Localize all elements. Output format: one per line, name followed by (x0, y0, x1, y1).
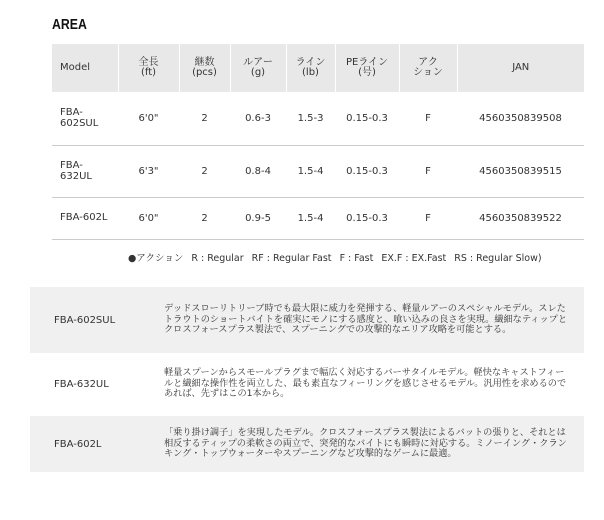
header-length-top: 全長 (138, 56, 159, 68)
cell-line: 1.5-4 (286, 198, 335, 240)
cell-pieces: 2 (179, 146, 230, 198)
cell-pieces: 2 (179, 198, 230, 240)
description-model: FBA-602L (54, 438, 102, 450)
header-length-unit: (ft) (140, 67, 157, 78)
cell-jan: 4560350839522 (457, 198, 584, 240)
header-length (118, 44, 179, 92)
cell-action: F (399, 146, 457, 198)
header-action (399, 44, 457, 92)
action-legend (128, 250, 547, 264)
legend-regular-slow: RS : Regular Slow) (454, 253, 542, 264)
cell-model (52, 146, 118, 198)
legend-regular: R : Regular (191, 253, 244, 264)
cell-action: F (399, 92, 457, 146)
description-text: デッドスローリトリーブ時でも最大限に威力を発揮する、軽量ルアーのスペシャルモデル。スレたトラウトのショートバイトを確実にモノにする感度と、喰い込みの良さを実現。繊細なティップとクロスフォースプラス製法で、スプーニングでの攻撃的なエリア攻略を可能とする。 (164, 303, 568, 336)
header-jan: JAN (457, 44, 584, 92)
cell-length: 6'0" (118, 198, 179, 240)
header-pe-line-unit: (号) (358, 67, 376, 78)
header-pieces-unit: (pcs) (192, 67, 217, 78)
cell-length: 6'0" (118, 92, 179, 146)
header-lure-unit: (g) (250, 67, 266, 78)
spec-table-header (52, 44, 584, 92)
cell-pe-line: 0.15-0.3 (335, 198, 399, 240)
cell-model-line2: 632UL (60, 170, 92, 182)
header-line-top: ライン (295, 56, 326, 68)
description-row (30, 416, 584, 472)
spec-table (52, 44, 584, 240)
cell-model-line2: 602SUL (60, 117, 99, 129)
header-model: Model (52, 44, 118, 92)
cell-length: 6'3" (118, 146, 179, 198)
cell-lure: 0.6-3 (230, 92, 286, 146)
table-row (52, 92, 584, 146)
description-model: FBA-602SUL (54, 314, 116, 326)
cell-lure: 0.9-5 (230, 198, 286, 240)
header-pe-line (335, 44, 399, 92)
legend-ex-fast: EX.F : EX.Fast (381, 253, 447, 264)
description-row (30, 287, 584, 353)
cell-lure: 0.8-4 (230, 146, 286, 198)
header-pe-line-top: PEライン (345, 56, 389, 68)
cell-model: FBA-602L (52, 198, 118, 240)
description-text: 軽量スプーンからスモールプラグまで幅広く対応するバーサタイルモデル。軽快なキャストフィールと繊細な操作性を両立した、最も素直なフィーリングを感じさせるモデル。汎用性を求めるのであれば、先ずはこの1本から。 (164, 367, 567, 400)
cell-action: F (399, 198, 457, 240)
description-row (30, 355, 584, 413)
legend-regular-fast: RF : Regular Fast (251, 253, 332, 264)
cell-model-line1: FBA- (60, 107, 83, 118)
cell-jan: 4560350839508 (457, 92, 584, 146)
cell-pe-line: 0.15-0.3 (335, 146, 399, 198)
header-pieces-top: 継数 (194, 56, 215, 68)
header-pieces (179, 44, 230, 92)
description-text: 「乗り掛け調子」を実現したモデル。クロスフォースプラス製法によるバットの張りと、それとは相反するティップの柔軟さの両立で、突発的なバイトにも瞬時に対応する。ミノーイング・クランキング・トップウォーターやスプーニングなど攻撃的なゲームに最適。 (164, 427, 567, 460)
cell-pe-line: 0.15-0.3 (335, 92, 399, 146)
description-model: FBA-632UL (54, 378, 109, 390)
cell-jan: 4560350839515 (457, 146, 584, 198)
legend-label: ●アクション (128, 253, 184, 264)
cell-model (52, 92, 118, 146)
header-action-top: アク (418, 56, 438, 68)
legend-fast: F : Fast (339, 253, 374, 264)
header-line-unit: (lb) (302, 67, 319, 78)
header-lure (230, 44, 286, 92)
cell-line: 1.5-3 (286, 92, 335, 146)
table-row (52, 198, 584, 240)
cell-pieces: 2 (179, 92, 230, 146)
cell-line: 1.5-4 (286, 146, 335, 198)
cell-model-line1: FBA- (60, 160, 83, 171)
header-lure-top: ルアー (243, 56, 273, 68)
table-row (52, 146, 584, 198)
header-action-bottom: ション (413, 67, 443, 78)
header-line (286, 44, 335, 92)
section-title: AREA (52, 16, 87, 33)
